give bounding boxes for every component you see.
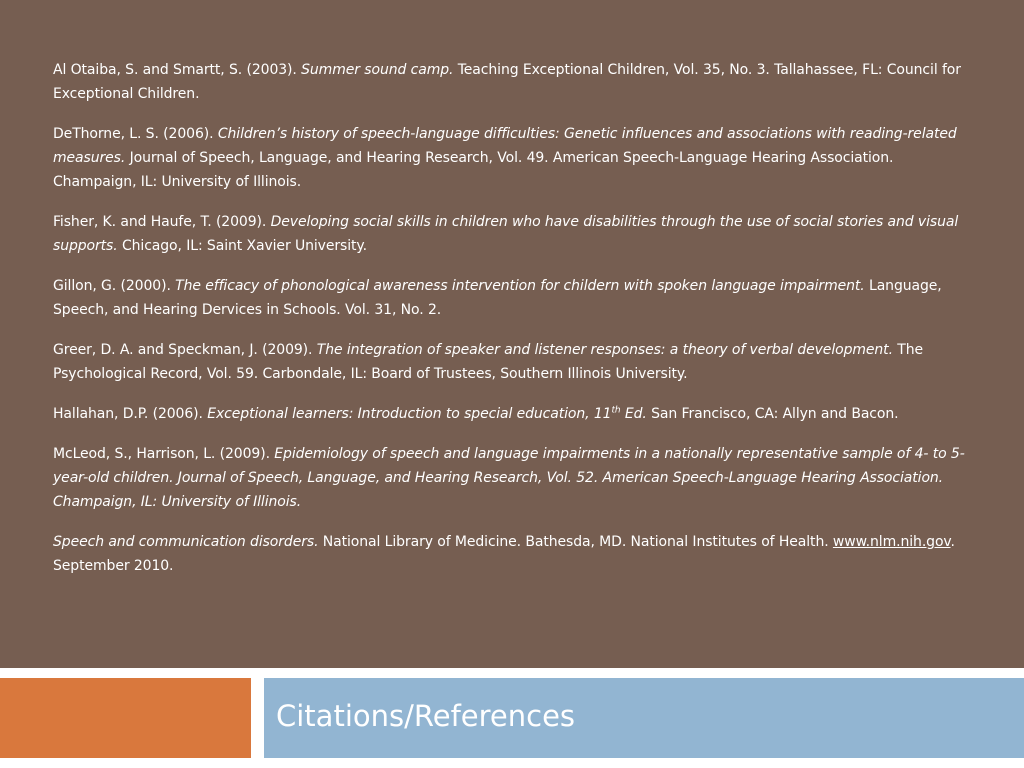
reference-item [53, 402, 981, 426]
reference-source: Teaching Exceptional Children, Vol. 35, No. 3. Tallahassee, FL: Council for Exceptional Children. [53, 62, 961, 102]
reference-source: The Psychological Record, Vol. 59. Carbondale, IL: Board of Trustees, Southern Illinois University. [53, 342, 924, 382]
reference-title: Speech and communication disorders. [53, 534, 319, 550]
reference-authors: Gillon, G. (2000). [53, 278, 176, 294]
reference-source: San Francisco, CA: Allyn and Bacon. [646, 406, 899, 422]
reference-authors: Greer, D. A. and Speckman, J. (2009). [53, 342, 317, 358]
reference-source: Journal of Speech, Language, and Hearing Research, Vol. 49. American Speech-Language Hearing Association. Champaign, IL: University of Illinois. [53, 150, 894, 190]
reference-authors: McLeod, S., Harrison, L. (2009). [53, 446, 275, 462]
reference-title: The efficacy of phonological awareness intervention for childern with spoken language impairment. [175, 278, 865, 294]
reference-authors: Al Otaiba, S. and Smartt, S. (2003). [53, 62, 302, 78]
reference-source: National Library of Medicine. Bathesda, MD. National Institutes of Health. [318, 534, 833, 550]
reference-item [53, 58, 981, 106]
reference-authors: Hallahan, D.P. (2006). [53, 406, 208, 422]
reference-item [53, 338, 981, 386]
reference-title: Summer sound camp. [301, 62, 454, 78]
reference-title: Epidemiology of speech and language impairments in a nationally representative sample of 4- to 5- year-old children. Journal of Speech, Language, and Hearing Research, Vol. 52. American Speech-Language Hearing Association. Champaign, IL: University of Illinois. [53, 446, 965, 510]
reference-link[interactable]: www.nlm.nih.gov [832, 534, 951, 550]
reference-item [53, 442, 981, 514]
reference-authors: DeThorne, L. S. (2006). [53, 126, 218, 142]
reference-title-superscript: th [611, 405, 621, 416]
title-bar [264, 678, 1024, 758]
reference-date: . September 2010. [53, 534, 955, 574]
reference-item [53, 530, 981, 578]
reference-title: Children’s history of speech-language difficulties: Genetic influences and associations with reading-related measures. [53, 126, 957, 166]
reference-title: Developing social skills in children who have disabilities through the use of social stories and visual supports. [53, 214, 959, 254]
reference-title-end: Ed. [620, 406, 647, 422]
accent-block [0, 678, 251, 758]
reference-title: The integration of speaker and listener responses: a theory of verbal development. [316, 342, 893, 358]
reference-authors: Fisher, K. and Haufe, T. (2009). [53, 214, 271, 230]
reference-source: Language, Speech, and Hearing Dervices in Schools. Vol. 31, No. 2. [53, 278, 942, 318]
slide-title: Citations/References [276, 699, 576, 733]
reference-title: Exceptional learners: Introduction to special education, 11 [207, 406, 612, 422]
reference-item [53, 274, 981, 322]
references-list [53, 58, 981, 594]
reference-item [53, 210, 981, 258]
reference-item [53, 122, 981, 194]
reference-source: Chicago, IL: Saint Xavier University. [117, 238, 367, 254]
